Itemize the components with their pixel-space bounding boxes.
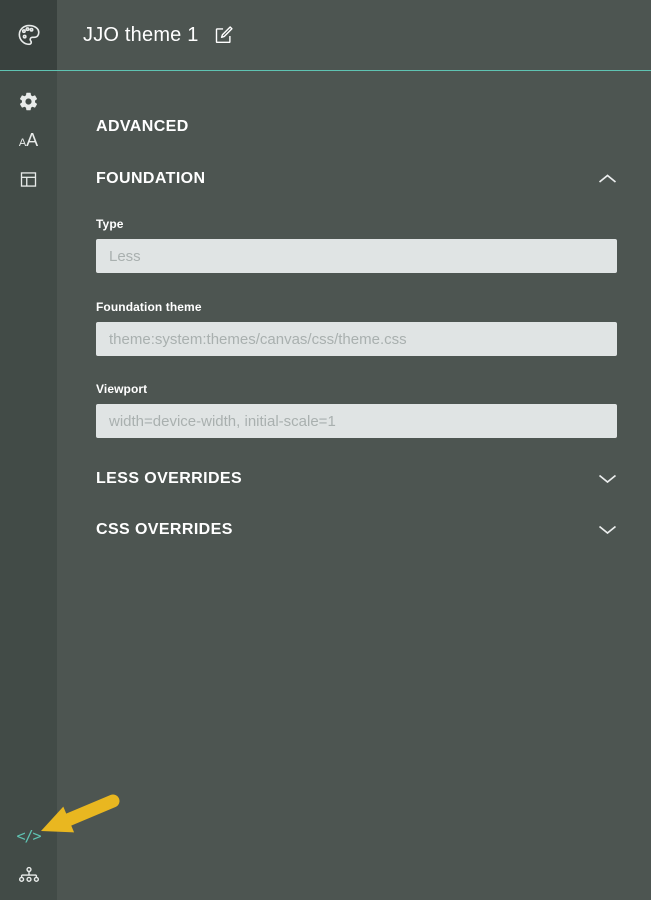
type-input[interactable]: [96, 239, 617, 273]
sidebar-bottom-group: [16, 829, 40, 900]
type-field-label: Type: [96, 217, 124, 231]
theme-app-button[interactable]: [0, 0, 57, 70]
chevron-down-icon: [598, 474, 617, 483]
viewport-input[interactable]: [96, 404, 617, 438]
edit-icon: [213, 25, 234, 46]
section-advanced: ADVANCED: [96, 118, 189, 135]
sitemap-icon[interactable]: [17, 864, 41, 888]
page-title: JJO theme 1: [83, 23, 199, 46]
chevron-up-icon: [598, 174, 617, 183]
accent-divider: [0, 70, 651, 71]
section-foundation-label: FOUNDATION: [96, 170, 206, 187]
sidebar: [0, 0, 57, 900]
section-css-overrides-label: CSS OVERRIDES: [96, 521, 233, 538]
section-foundation-toggle[interactable]: [96, 169, 617, 188]
font-size-icon: A A: [18, 130, 39, 150]
gear-icon: [18, 91, 39, 112]
section-less-overrides-toggle[interactable]: [96, 469, 617, 488]
table-layout-icon: [18, 169, 39, 190]
code-icon[interactable]: </>: [16, 827, 41, 845]
palette-icon: [16, 22, 42, 48]
sidebar-item-typography[interactable]: [0, 129, 57, 151]
foundation-theme-input[interactable]: [96, 322, 617, 356]
header: [57, 0, 651, 70]
viewport-field-label: Viewport: [96, 382, 148, 396]
sidebar-item-layout[interactable]: [0, 168, 57, 190]
chevron-down-icon: [598, 525, 617, 534]
theme-editor-panel: [57, 71, 651, 900]
section-css-overrides-toggle[interactable]: [96, 520, 617, 539]
foundation-theme-field-label: Foundation theme: [96, 300, 202, 314]
edit-title-button[interactable]: [213, 25, 234, 46]
sidebar-item-settings[interactable]: [0, 90, 57, 112]
section-less-overrides-label: LESS OVERRIDES: [96, 470, 243, 487]
